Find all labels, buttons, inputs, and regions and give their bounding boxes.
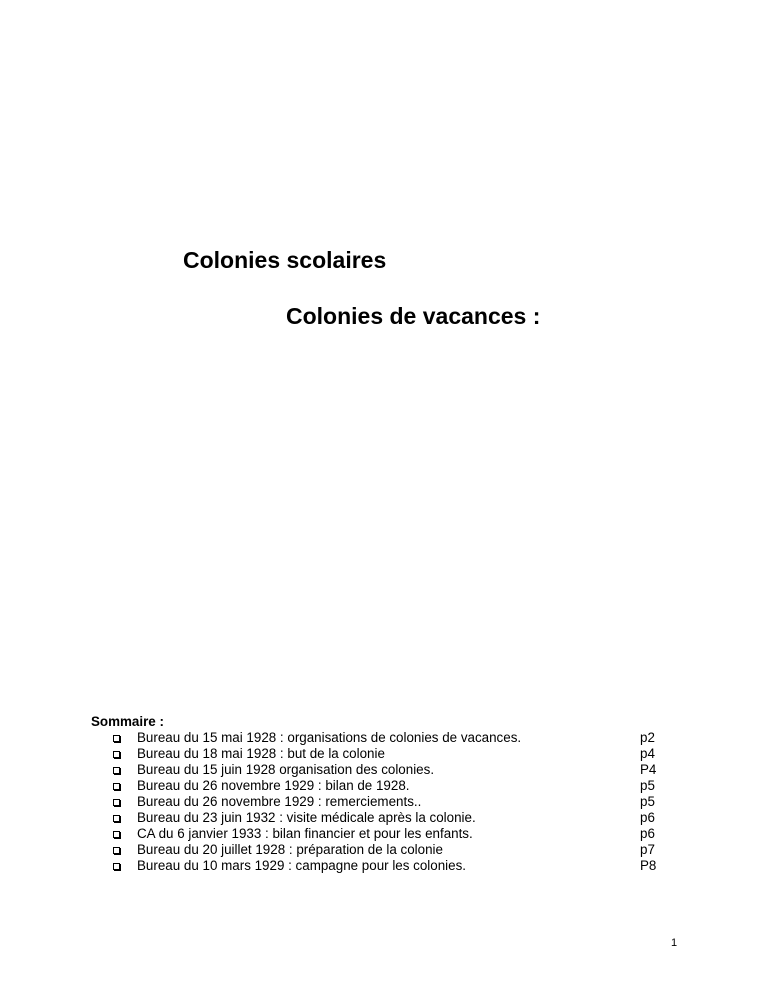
checkbox-bullet-icon (113, 863, 120, 870)
toc-entry-page: p7 (640, 842, 655, 857)
summary-heading: Sommaire : (91, 714, 164, 729)
title-colonies-de-vacances: Colonies de vacances : (286, 303, 541, 329)
toc-entry-title: Bureau du 18 mai 1928 : but de la colonie (137, 746, 385, 761)
toc-entry-title: Bureau du 26 novembre 1929 : bilan de 1928. (137, 778, 410, 793)
toc-entry-title: Bureau du 10 mars 1929 : campagne pour les colonies. (137, 858, 467, 873)
toc-entry-page: p4 (640, 746, 655, 761)
toc-entry-page: p5 (640, 794, 655, 809)
toc-entry-page: P4 (640, 762, 657, 777)
page-number: 1 (671, 937, 678, 949)
toc-entry (91, 826, 671, 842)
checkbox-bullet-icon (113, 831, 120, 838)
toc-entry-title: Bureau du 23 juin 1932 : visite médicale après la colonie. (137, 810, 476, 825)
toc-entry-title: Bureau du 26 novembre 1929 : remerciements.. (137, 794, 422, 809)
checkbox-bullet-icon (113, 767, 120, 774)
checkbox-bullet-icon (113, 783, 120, 790)
table-of-contents (91, 714, 671, 874)
toc-list (91, 730, 671, 874)
checkbox-bullet-icon (113, 847, 120, 854)
toc-entry (91, 730, 671, 746)
toc-entry (91, 842, 671, 858)
title-colonies-scolaires: Colonies scolaires (183, 247, 387, 273)
checkbox-bullet-icon (113, 735, 120, 742)
toc-entry (91, 858, 671, 874)
toc-entry-title: CA du 6 janvier 1933 : bilan financier et pour les enfants. (137, 826, 473, 841)
toc-entry (91, 794, 671, 810)
toc-entry (91, 810, 671, 826)
checkbox-bullet-icon (113, 815, 120, 822)
toc-entry-page: p5 (640, 778, 655, 793)
checkbox-bullet-icon (113, 799, 120, 806)
toc-entry (91, 762, 671, 778)
toc-entry-page: p6 (640, 810, 655, 825)
toc-entry-page: p2 (640, 730, 655, 745)
toc-entry-title: Bureau du 20 juillet 1928 : préparation de la colonie (137, 842, 443, 857)
toc-entry-page: P8 (640, 858, 657, 873)
toc-entry-title: Bureau du 15 mai 1928 : organisations de colonies de vacances. (137, 730, 522, 745)
toc-entry-page: p6 (640, 826, 655, 841)
toc-entry (91, 778, 671, 794)
checkbox-bullet-icon (113, 751, 120, 758)
toc-entry-title: Bureau du 15 juin 1928 organisation des colonies. (137, 762, 435, 777)
toc-entry (91, 746, 671, 762)
